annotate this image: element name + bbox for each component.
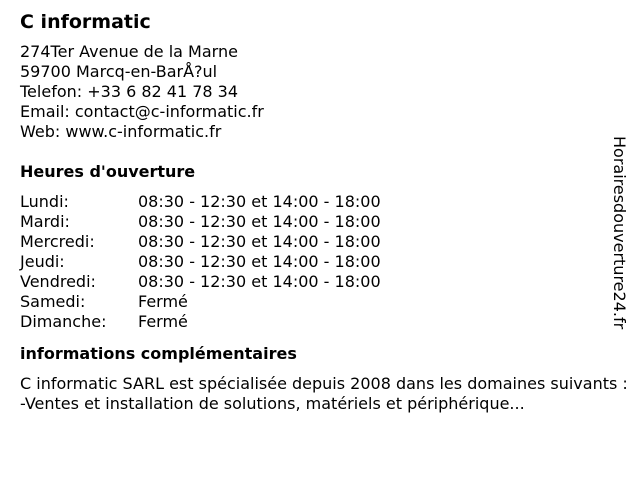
- hours-row-thursday: [20, 252, 610, 272]
- side-site-link[interactable]: Horairesdouverture24.fr: [610, 136, 629, 330]
- hours-time: 08:30 - 12:30 et 14:00 - 18:00: [138, 272, 381, 291]
- hours-row-friday: [20, 272, 610, 292]
- hours-day: Mardi:: [20, 212, 70, 231]
- hours-row-wednesday: [20, 232, 610, 252]
- hours-row-sunday: [20, 312, 610, 332]
- hours-time: 08:30 - 12:30 et 14:00 - 18:00: [138, 232, 381, 251]
- hours-time: 08:30 - 12:30 et 14:00 - 18:00: [138, 252, 381, 271]
- hours-day: Samedi:: [20, 292, 86, 311]
- address-line-1: 274Ter Avenue de la Marne: [20, 42, 238, 61]
- additional-info-title: informations complémentaires: [20, 344, 297, 363]
- hours-row-tuesday: [20, 212, 610, 232]
- hours-row-monday: [20, 192, 610, 212]
- website: Web: www.c-informatic.fr: [20, 122, 222, 141]
- hours-time: Fermé: [138, 292, 188, 311]
- hours-day: Vendredi:: [20, 272, 96, 291]
- hours-day: Lundi:: [20, 192, 69, 211]
- hours-time: Fermé: [138, 312, 188, 331]
- opening-hours-table: [20, 192, 610, 332]
- hours-time: 08:30 - 12:30 et 14:00 - 18:00: [138, 192, 381, 211]
- address-line-2: 59700 Marcq-en-BarÅ?ul: [20, 62, 218, 81]
- hours-day: Mercredi:: [20, 232, 95, 251]
- email-address: Email: contact@c-informatic.fr: [20, 102, 264, 121]
- hours-time: 08:30 - 12:30 et 14:00 - 18:00: [138, 212, 381, 231]
- business-name: C informatic: [20, 11, 151, 33]
- hours-day: Jeudi:: [20, 252, 65, 271]
- phone-number: Telefon: +33 6 82 41 78 34: [20, 82, 239, 101]
- hours-row-saturday: [20, 292, 610, 312]
- additional-info-text: C informatic SARL est spécialisée depuis 2008 dans les domaines suivants : -Ventes et installation de solutions, matériels et périphérique...: [20, 374, 628, 413]
- hours-day: Dimanche:: [20, 312, 107, 331]
- opening-hours-title: Heures d'ouverture: [20, 162, 196, 181]
